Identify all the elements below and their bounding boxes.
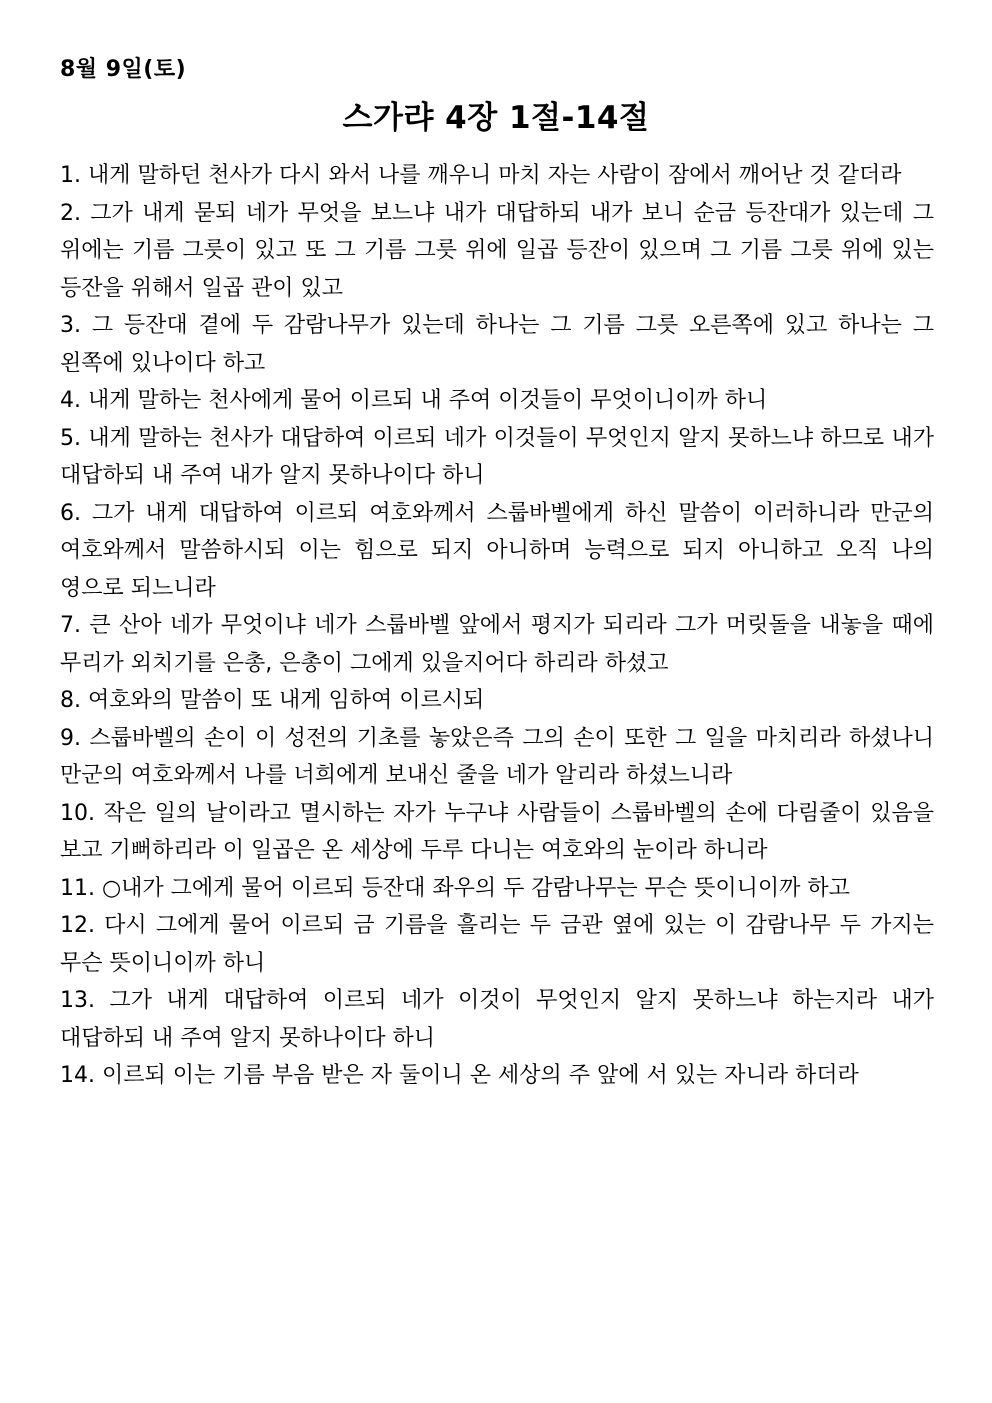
date-heading: 8월 9일(토) [60, 57, 187, 82]
verse-13: 13. 그가 내게 대답하여 이르되 네가 이것이 무엇인지 알지 못하느냐 하는지라 내가 대답하되 내 주여 알지 못하나이다 하니 [60, 988, 934, 1051]
page-title: 스가랴 4장 1절-14절 [342, 100, 650, 136]
verse-12: 12. 다시 그에게 물어 이르되 금 기름을 흘리는 두 금관 옆에 있는 이 감람나무 두 가지는 무슨 뜻이니이까 하니 [60, 913, 934, 976]
verse-10: 10. 작은 일의 날이라고 멸시하는 자가 누구냐 사람들이 스룹바벨의 손에 다림줄이 있음을 보고 기뻐하리라 이 일곱은 온 세상에 두루 다니는 여호와의 눈이라 하니라 [60, 800, 934, 863]
verse-1: 1. 내게 말하던 천사가 다시 와서 나를 깨우니 마치 자는 사람이 잠에서 깨어난 것 같더라 [60, 163, 902, 188]
verse-3: 3. 그 등잔대 곁에 두 감람나무가 있는데 하나는 그 기름 그릇 오른쪽에 있고 하나는 그 왼쪽에 있나이다 하고 [60, 313, 934, 376]
verse-5: 5. 내게 말하는 천사가 대답하여 이르되 네가 이것들이 무엇인지 알지 못하느냐 하므로 내가 대답하되 내 주여 내가 알지 못하나이다 하니 [60, 425, 934, 488]
verse-4: 4. 내게 말하는 천사에게 물어 이르되 내 주여 이것들이 무엇이니이까 하니 [60, 388, 768, 413]
verse-14: 14. 이르되 이는 기름 부음 받은 자 둘이니 온 세상의 주 앞에 서 있는 자니라 하더라 [60, 1063, 859, 1088]
verse-2: 2. 그가 내게 묻되 네가 무엇을 보느냐 내가 대답하되 내가 보니 순금 등잔대가 있는데 그 위에는 기름 그릇이 있고 또 그 기름 그릇 위에 일곱 등잔이 있으며 그 기름 그릇 위에 있는 등잔을 위해서 일곱 관이 있고 [60, 200, 934, 301]
verse-7: 7. 큰 산아 네가 무엇이냐 네가 스룹바벨 앞에서 평지가 되리라 그가 머릿돌을 내놓을 때에 무리가 외치기를 은총, 은총이 그에게 있을지어다 하리라 하셨고 [60, 613, 934, 676]
verse-8: 8. 여호와의 말씀이 또 내게 임하여 이르시되 [60, 688, 485, 713]
verse-9: 9. 스룹바벨의 손이 이 성전의 기초를 놓았은즉 그의 손이 또한 그 일을 마치리라 하셨나니 만군의 여호와께서 나를 너희에게 보내신 줄을 네가 알리라 하셨느니라 [60, 725, 934, 788]
verse-6: 6. 그가 내게 대답하여 이르되 여호와께서 스룹바벨에게 하신 말씀이 이러하니라 만군의 여호와께서 말씀하시되 이는 힘으로 되지 아니하며 능력으로 되지 아니하고 오직 나의 영으로 되느니라 [60, 500, 934, 601]
verse-list [60, 157, 934, 1095]
verse-11: 11. ○내가 그에게 물어 이르되 등잔대 좌우의 두 감람나무는 무슨 뜻이니이까 하고 [60, 875, 850, 901]
